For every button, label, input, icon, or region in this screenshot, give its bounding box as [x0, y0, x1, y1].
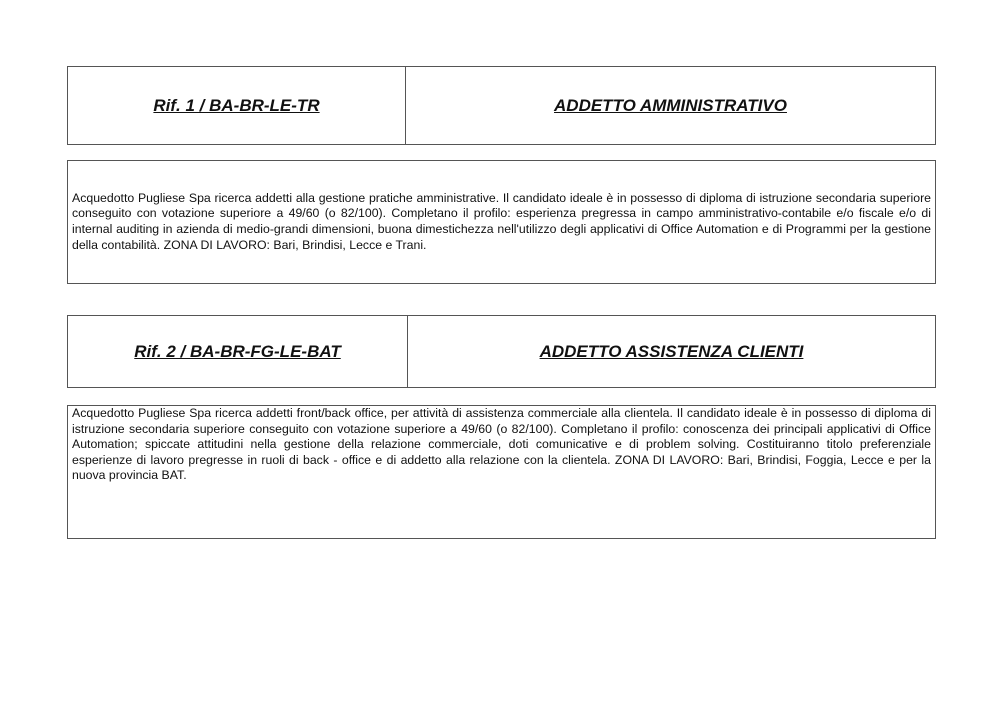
job-description-2: Acquedotto Pugliese Spa ricerca addetti front/back office, per attività di assistenza commerciale alla clientela. Il candidato ideale è in possesso di diploma di istruzione secondaria superiore conseguito con votazione superiore a 49/60 (o 82/100). Completano il profilo: conoscenza dei principali applicativi di Office Automation; spiccate attitudini nella gestione della relazione commerciale, doti comunicative e di problem solving. Costituiranno titolo preferenziale esperienze di lavoro pregresse in ruoli di back - office e di addetto alla relazione con la clientela. ZONA DI LAVORO: Bari, Brindisi, Foggia, Lecce e per la nuova provincia BAT. [72, 406, 931, 483]
job-header-1 [67, 66, 936, 145]
job-ref-1: Rif. 1 / BA-BR-LE-TR [68, 67, 406, 144]
job-title-1: ADDETTO AMMINISTRATIVO [554, 95, 787, 115]
job-description-box-1 [67, 160, 936, 284]
job-header-2 [67, 315, 936, 388]
job-ref-2: Rif. 2 / BA-BR-FG-LE-BAT [68, 316, 408, 387]
job-title-2: ADDETTO ASSISTENZA CLIENTI [539, 341, 804, 361]
job-description-1: Acquedotto Pugliese Spa ricerca addetti alla gestione pratiche amministrative. Il candidato ideale è in possesso di diploma di istruzione secondaria superiore conseguito con votazione superiore a 49/60 (o 82/100). Completano il profilo: esperienza pregressa in campo amministrativo-contabile e/o fiscale e/o di internal auditing in azienda di medio-grandi dimensioni, buona dimestichezza nell'utilizzo degli applicativi di Office Automation e di Programmi per la gestione della contabilità. ZONA DI LAVORO: Bari, Brindisi, Lecce e Trani. [72, 190, 931, 252]
job-description-box-2 [67, 405, 936, 539]
